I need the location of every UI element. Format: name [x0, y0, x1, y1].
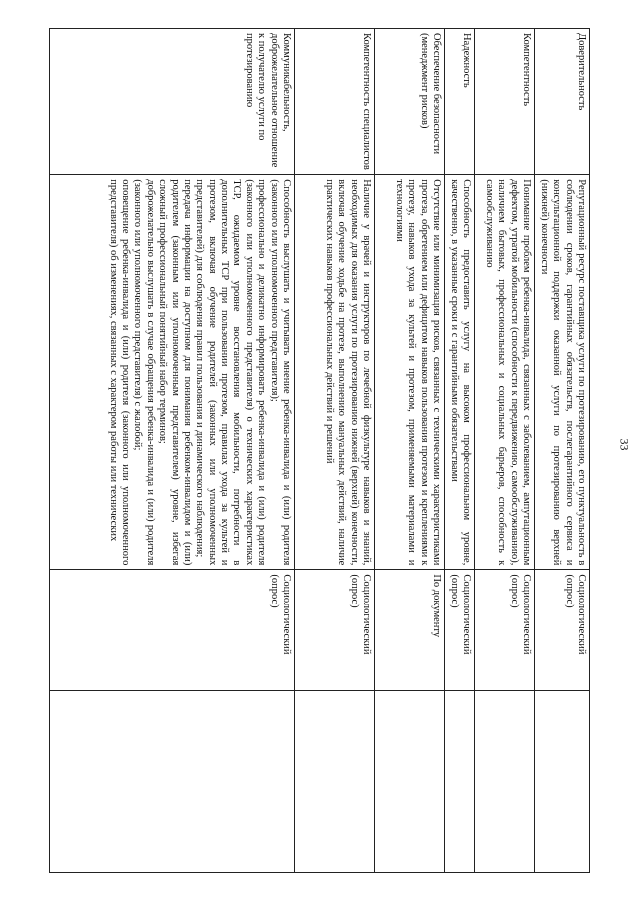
note-cell: [50, 691, 295, 873]
description-cell: Понимание проблем ребенка-инвалида, связанных с заболеванием, ампутационным дефектом, утратой мобильности (способности к передвижению, самообслуживанию), наличием бытовых, профессиональных и социальных барьеров, способность к самообслуживанию: [475, 175, 535, 570]
description-cell: [50, 175, 295, 570]
note-cell: [295, 691, 375, 873]
method-cell: По документу: [375, 570, 445, 691]
quality-criteria-table: [49, 28, 590, 873]
description-cell: Репутационный ресурс поставщика услуги по протезированию, его пунктуальность в соблюдении сроков, гарантийных обязательств, послегарантийного сервиса и консультационной поддержки оказанной услуги по протезированию верхней (нижней) конечности: [535, 175, 590, 570]
note-cell: [445, 691, 475, 873]
note-cell: [475, 691, 535, 873]
table-row: [375, 29, 445, 873]
description-line: оповещение ребенка-инвалида и (или) родителя (законного или уполномоченного представителя) об изменениях, связанных с характером работы или технических: [107, 179, 132, 566]
description-line: профессионально и деликатно информировать ребенка-инвалида и (или) родителя (законного или уполномоченного представителя) о технических характеристиках ТСР, ожидаемом уровне восстановления мобильности, потребности в дополнительных ТСР при пользовании протезом, правилах ухода за культей и протезом, включая обучение родителей (законных или уполномоченных представителей) для соблюдения правил пользования и динамического наблюдения;: [194, 179, 268, 566]
table-row: [295, 29, 375, 873]
description-line: Способность выслушать и учитывать мнение ребенка-инвалида и (или) родителя (законного или уполномоченного представителя);: [268, 179, 292, 566]
method-cell: Социологический (опрос): [535, 570, 590, 691]
method-cell: Социологический (опрос): [475, 570, 535, 691]
table-row: [535, 29, 590, 873]
description-line: передача информации на доступном для понимания ребенком-инвалидом и (или) родителем (законным или уполномоченным представителем) уровне, избегая сложный профессиональный понятийный набор терминов;: [157, 179, 193, 566]
rotated-table-wrapper: [50, 28, 590, 873]
method-cell: Социологический (опрос): [445, 570, 475, 691]
description-cell: Отсутствие или минимизация рисков, связанных с техническими характеристиками протеза, обретением или дефицитом навыков пользования протезом и креплениями к протезу, навыков ухода за культей и протезом, применяемыми материалами и технологиями: [375, 175, 445, 570]
description-cell: Наличие у врачей и инструкторов по лечебной физкультуре навыков и знаний, необходимых для оказания услуги по протезированию нижней (верхней) конечности, включая обучение ходьбе на протезе, выполнению мануальных действий, наличие практических навыков профессиональных действий и решений: [295, 175, 375, 570]
table-row: [475, 29, 535, 873]
method-cell: Социологический (опрос): [50, 570, 295, 691]
description-line: доброжелательно выслушать в случае обращения ребенка-инвалида и (или) родителя (законного или уполномоченного представителя) с жалобой;: [132, 179, 156, 566]
criterion-cell: Компетентность: [475, 29, 535, 175]
page-number: 33: [617, 438, 632, 451]
criterion-cell: Надежность: [445, 29, 475, 175]
criterion-cell: Компетентность специалистов: [295, 29, 375, 175]
criterion-cell: Доверительность: [535, 29, 590, 175]
criterion-cell: Коммуникабельность, доброжелательное отношение к получателю услуги по протезированию: [50, 29, 295, 175]
table-row: [445, 29, 475, 873]
table-row: [50, 29, 295, 873]
method-cell: Социологический (опрос): [295, 570, 375, 691]
description-cell: Способность предоставить услугу на высоком профессиональном уровне, качественно, в указанные сроки и с гарантийными обязательствами: [445, 175, 475, 570]
note-cell: [535, 691, 590, 873]
note-cell: [375, 691, 445, 873]
criterion-cell: Обеспечение безопасности (менеджмент рисков): [375, 29, 445, 175]
rotated-table-inner: [50, 28, 590, 873]
